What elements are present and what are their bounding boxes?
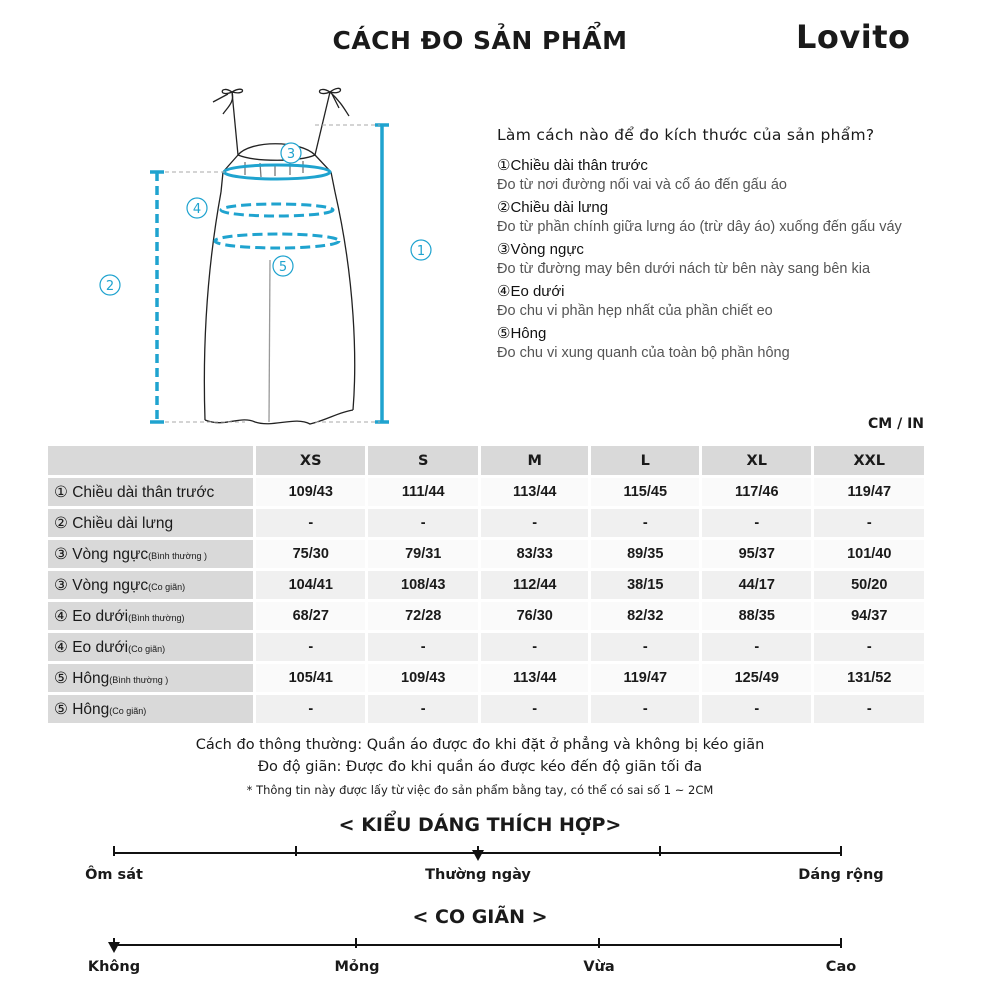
size-value-cell: - <box>702 633 811 661</box>
size-header: XXL <box>814 446 924 475</box>
row-label-text: ④ Eo dưới <box>54 638 129 656</box>
size-value-cell: 38/15 <box>591 571 699 599</box>
row-label-text: ③ Vòng ngực <box>54 576 149 594</box>
size-header: XS <box>256 446 365 475</box>
guide-item-desc: Đo từ đường may bên dưới nách từ bên này sang bên kia <box>497 261 871 277</box>
size-value-cell: - <box>702 695 811 723</box>
guide-item <box>497 240 977 280</box>
size-value-cell: - <box>368 695 477 723</box>
size-value-cell: 76/30 <box>481 602 589 630</box>
size-value-cell: 75/30 <box>256 540 365 568</box>
dress-diagram <box>95 80 445 430</box>
corner-cell <box>48 446 253 475</box>
size-value-cell: - <box>481 509 589 537</box>
guide-item-name: ⑤Hông <box>497 325 547 342</box>
row-label <box>48 602 253 630</box>
size-value-cell: - <box>814 633 924 661</box>
size-value-cell: 112/44 <box>481 571 589 599</box>
table-row <box>48 478 924 506</box>
size-value-cell: 104/41 <box>256 571 365 599</box>
measurement-guide <box>497 126 977 366</box>
size-header-row <box>48 446 924 475</box>
size-value-cell: 109/43 <box>368 664 477 692</box>
row-label-text: ① Chiều dài thân trước <box>54 483 215 501</box>
size-value-cell: 95/37 <box>702 540 811 568</box>
left-strap <box>232 92 238 155</box>
size-value-cell: 79/31 <box>368 540 477 568</box>
row-label-note: (Co giãn) <box>148 581 186 592</box>
size-value-cell: 109/43 <box>256 478 365 506</box>
size-value-cell: - <box>702 509 811 537</box>
size-value-cell: 108/43 <box>368 571 477 599</box>
stretch-selected-marker <box>108 942 120 953</box>
row-label-text: ③ Vòng ngực <box>54 545 149 563</box>
row-label-note: (Bình thường ) <box>109 674 169 685</box>
page-title: CÁCH ĐO SẢN PHẨM <box>332 26 628 55</box>
size-value-cell: 115/45 <box>591 478 699 506</box>
row-label <box>48 695 253 723</box>
row-label-note: (Co giãn) <box>109 705 147 716</box>
size-table <box>45 443 927 726</box>
note-disclaimer: * Thông tin này được lấy từ việc đo sản phẩm bằng tay, có thể có sai số 1 ~ 2CM <box>246 783 714 797</box>
size-value-cell: - <box>256 695 365 723</box>
size-value-cell: - <box>256 633 365 661</box>
size-value-cell: 82/32 <box>591 602 699 630</box>
hip-ring <box>215 234 339 248</box>
stretch-scale-line <box>114 944 842 946</box>
size-value-cell: 113/44 <box>481 664 589 692</box>
guide-item-desc: Đo chu vi phần hẹp nhất của phần chiết eo <box>497 303 773 319</box>
size-value-cell: 94/37 <box>814 602 924 630</box>
stretch-tick <box>355 938 357 948</box>
size-value-cell: - <box>481 695 589 723</box>
guide-item <box>497 324 977 364</box>
row-label <box>48 509 253 537</box>
stretch-label: Cao <box>825 959 857 975</box>
fit-tick <box>840 846 842 856</box>
table-row <box>48 633 924 661</box>
guide-question: Làm cách nào để đo kích thước của sản phẩm? <box>497 126 875 144</box>
row-label-text: ⑤ Hông <box>54 669 110 687</box>
size-value-cell: 50/20 <box>814 571 924 599</box>
guide-item-name: ③Vòng ngực <box>497 241 584 258</box>
right-bow <box>319 89 349 116</box>
size-value-cell: - <box>814 695 924 723</box>
guide-item <box>497 156 977 196</box>
size-value-cell: - <box>368 509 477 537</box>
size-value-cell: 105/41 <box>256 664 365 692</box>
size-value-cell: 117/46 <box>702 478 811 506</box>
note-normal: Cách đo thông thường: Quần áo được đo khi đặt ở phẳng và không bị kéo giãn <box>195 737 765 753</box>
row-label-note: (Bình thường) <box>128 612 185 623</box>
stretch-tick <box>598 938 600 948</box>
size-header: S <box>368 446 477 475</box>
size-value-cell: - <box>481 633 589 661</box>
table-row <box>48 509 924 537</box>
size-value-cell: 111/44 <box>368 478 477 506</box>
table-row <box>48 571 924 599</box>
guide-item-desc: Đo từ nơi đường nối vai và cổ áo đến gấu áo <box>497 177 787 193</box>
table-row <box>48 695 924 723</box>
row-label-note: (Co giãn) <box>128 643 166 654</box>
guide-item-name: ④Eo dưới <box>497 283 565 300</box>
size-value-cell: - <box>591 509 699 537</box>
stretch-tick <box>840 938 842 948</box>
note-stretch: Đo độ giãn: Được đo khi quần áo được kéo đến độ giãn tối đa <box>257 759 703 775</box>
waist-ring <box>221 204 333 216</box>
size-value-cell: - <box>591 633 699 661</box>
brand-logo: Lovito <box>796 18 911 56</box>
guide-item <box>497 198 977 238</box>
size-value-cell: 83/33 <box>481 540 589 568</box>
guide-item-desc: Đo chu vi xung quanh của toàn bộ phần hông <box>497 345 790 361</box>
stretch-label: Mỏng <box>334 959 380 975</box>
marker-1: 1 <box>416 244 426 259</box>
size-value-cell: 113/44 <box>481 478 589 506</box>
size-header: XL <box>702 446 811 475</box>
size-value-cell: - <box>256 509 365 537</box>
stretch-scale-title: < CO GIÃN > <box>412 906 548 928</box>
left-bow <box>222 89 232 114</box>
marker-4: 4 <box>192 202 202 217</box>
size-value-cell: 88/35 <box>702 602 811 630</box>
guide-item-name: ①Chiều dài thân trước <box>497 157 648 174</box>
stretch-label: Không <box>87 959 141 975</box>
table-row <box>48 540 924 568</box>
row-label-text: ② Chiều dài lưng <box>54 514 174 532</box>
size-value-cell: 125/49 <box>702 664 811 692</box>
fit-scale-title: < KIỂU DÁNG THÍCH HỢP> <box>338 814 622 836</box>
measurement-notes <box>0 734 960 802</box>
row-label <box>48 478 253 506</box>
table-row <box>48 664 924 692</box>
size-value-cell: - <box>814 509 924 537</box>
size-value-cell: - <box>368 633 477 661</box>
fit-tick <box>295 846 297 856</box>
stretch-label: Vừa <box>583 959 615 975</box>
row-label-note: (Bình thường ) <box>148 550 208 561</box>
fit-label: Ôm sát <box>85 867 143 883</box>
fit-tick <box>659 846 661 856</box>
size-value-cell: 89/35 <box>591 540 699 568</box>
size-value-cell: 44/17 <box>702 571 811 599</box>
row-label-text: ⑤ Hông <box>54 700 110 718</box>
guide-item-name: ②Chiều dài lưng <box>497 199 609 216</box>
guide-item <box>497 282 977 322</box>
row-label <box>48 540 253 568</box>
fit-selected-marker <box>472 850 484 861</box>
right-strap <box>315 92 330 155</box>
bust-ring <box>224 165 330 179</box>
row-label-text: ④ Eo dưới <box>54 607 129 625</box>
size-value-cell: 119/47 <box>814 478 924 506</box>
size-value-cell: 119/47 <box>591 664 699 692</box>
row-label <box>48 664 253 692</box>
guide-item-desc: Đo từ phần chính giữa lưng áo (trừ dây áo) xuống đến gấu váy <box>497 219 902 235</box>
size-value-cell: 101/40 <box>814 540 924 568</box>
table-row <box>48 602 924 630</box>
size-value-cell: - <box>591 695 699 723</box>
fit-label: Thường ngày <box>425 867 531 883</box>
marker-3: 3 <box>286 147 296 162</box>
size-value-cell: 72/28 <box>368 602 477 630</box>
row-label <box>48 571 253 599</box>
size-value-cell: 131/52 <box>814 664 924 692</box>
size-header: M <box>481 446 589 475</box>
size-value-cell: 68/27 <box>256 602 365 630</box>
row-label <box>48 633 253 661</box>
fit-tick <box>113 846 115 856</box>
unit-label: CM / IN <box>868 416 924 432</box>
size-header: L <box>591 446 699 475</box>
marker-5: 5 <box>278 260 288 275</box>
fit-label: Dáng rộng <box>798 867 884 883</box>
marker-2: 2 <box>105 279 115 294</box>
